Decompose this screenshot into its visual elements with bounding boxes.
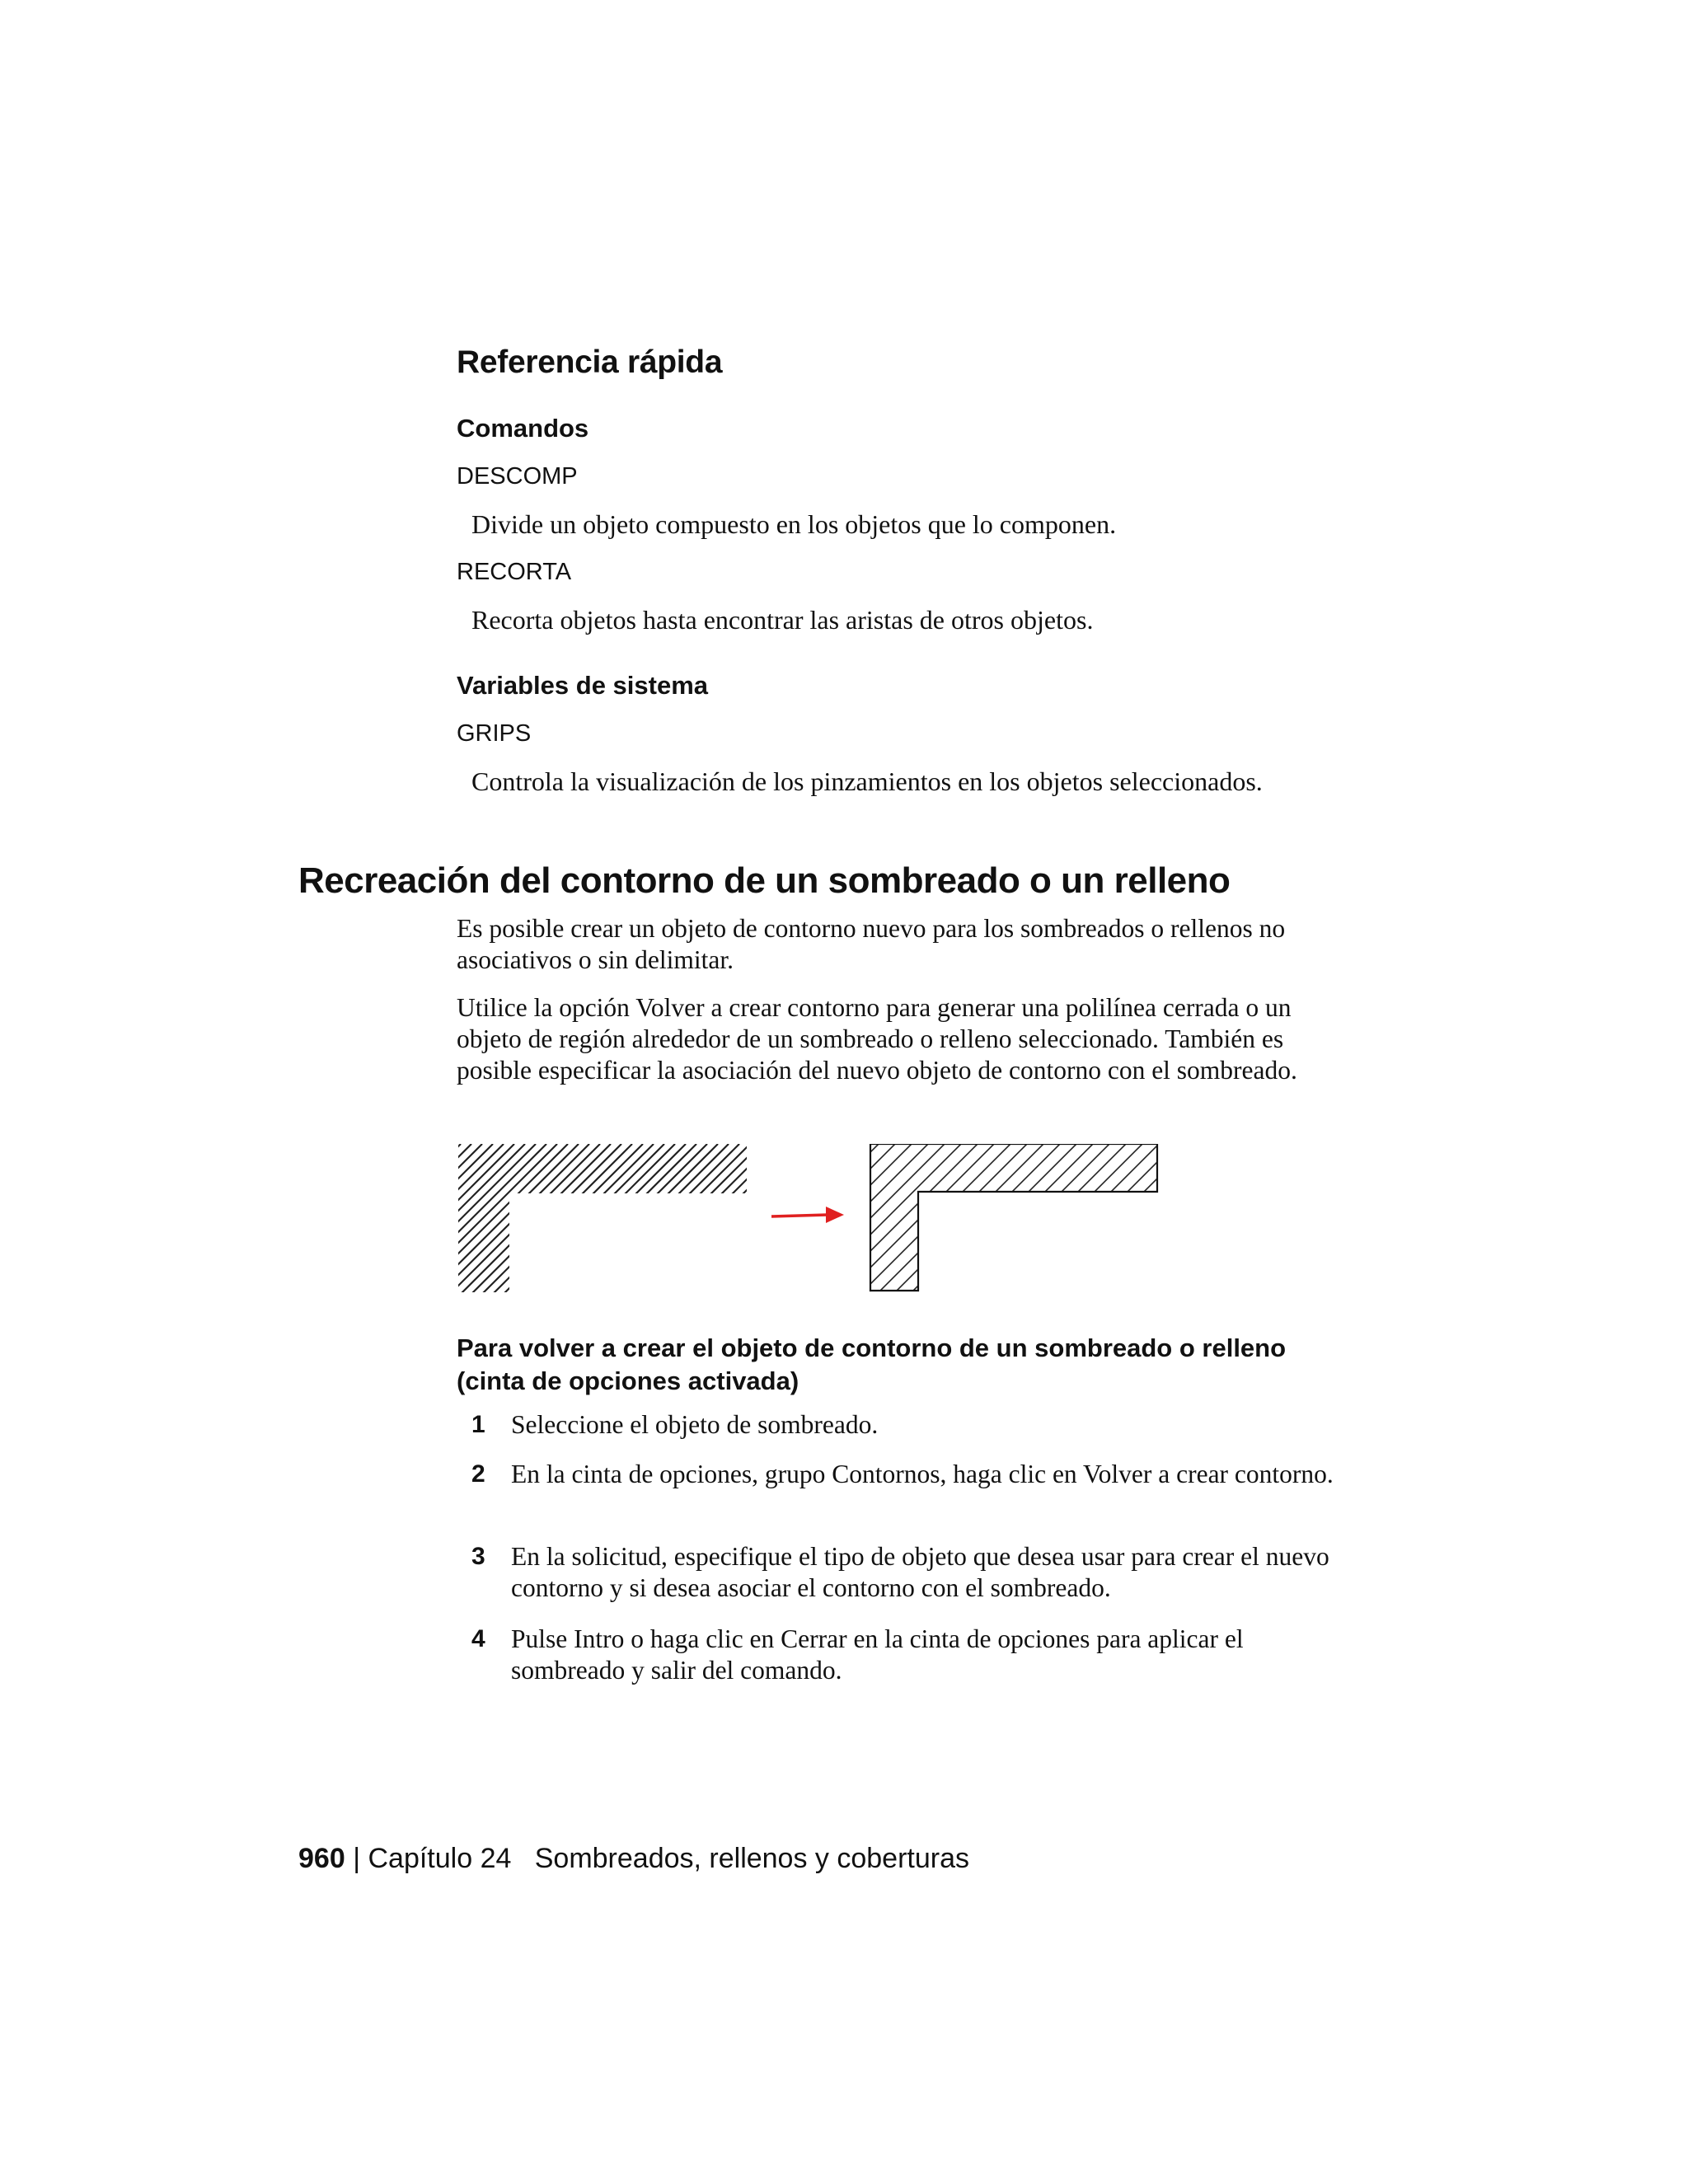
hatch-line xyxy=(458,1144,504,1301)
hatch-without-boundary xyxy=(458,1144,911,1301)
step-number: 1 xyxy=(471,1411,485,1438)
hatch-line xyxy=(780,1144,945,1301)
section-paragraph-2: Utilice la opción Volver a crear contorno para generar una polilínea cerrada o un objeto de región alrededor de un sombreado o relleno seleccionado. También es posible especificar la asociación del nuevo objeto de contorno con el sombreado. xyxy=(457,993,1297,1085)
hatch-line xyxy=(735,1144,900,1301)
boundary-recreation-figure xyxy=(458,1144,1167,1301)
hatch-line xyxy=(1010,1144,1167,1301)
hatch-line xyxy=(1043,1144,1167,1301)
hatch-arrow xyxy=(771,1207,844,1223)
hatch-line xyxy=(747,1144,912,1301)
hatch-line xyxy=(945,1144,1109,1301)
hatch-line xyxy=(1027,1144,1167,1301)
hatch-line xyxy=(879,1144,1043,1301)
chapter-label: Capítulo 24 xyxy=(368,1843,512,1874)
hatch-line xyxy=(1126,1144,1167,1301)
hatch-line xyxy=(724,1144,889,1301)
footer-separator: | xyxy=(353,1843,361,1874)
step-number: 3 xyxy=(471,1543,485,1570)
hatch-line xyxy=(458,1144,557,1301)
command-name-recorta: RECORTA xyxy=(457,559,572,585)
hatch-line xyxy=(978,1144,1142,1301)
section-title: Recreación del contorno de un sombreado o un relleno xyxy=(298,860,1231,901)
hatch-line xyxy=(458,1144,621,1301)
hatch-line xyxy=(994,1144,1159,1301)
sysvar-name-grips: GRIPS xyxy=(457,720,532,747)
quick-reference-title: Referencia rápida xyxy=(457,344,723,380)
section-paragraph-1: Es posible crear un objeto de contorno nuevo para los sombreados o rellenos no asociativos o sin delimitar. xyxy=(457,914,1286,974)
command-description-recorta: Recorta objetos hasta encontrar las aristas de otros objetos. xyxy=(471,605,1094,635)
hatch-line xyxy=(697,1144,862,1301)
hatch-line xyxy=(1093,1144,1167,1301)
page-footer xyxy=(298,1843,969,1875)
page-number: 960 xyxy=(298,1843,345,1874)
hatch-line xyxy=(928,1144,1093,1301)
commands-heading: Comandos xyxy=(457,414,589,443)
chapter-title: Sombreados, rellenos y coberturas xyxy=(534,1843,969,1874)
step-text: Pulse Intro o haga clic en Cerrar en la cinta de opciones para aplicar el sombreado y salir del comando. xyxy=(511,1624,1244,1685)
procedure-title: Para volver a crear el objeto de contorno de un sombreado o relleno (cinta de opciones activada) xyxy=(457,1333,1287,1395)
command-name-descomp: DESCOMP xyxy=(457,463,578,490)
hatch-line xyxy=(961,1144,1126,1301)
hatch-line xyxy=(862,1144,1027,1301)
hatch-with-boundary xyxy=(697,1144,1167,1301)
hatch-line xyxy=(1076,1144,1167,1301)
hatch-line xyxy=(746,1144,911,1301)
step-text: En la cinta de opciones, grupo Contornos, haga clic en Volver a crear contorno. xyxy=(511,1460,1334,1488)
command-description-descomp: Divide un objeto compuesto en los objetos que lo componen. xyxy=(471,509,1117,539)
sysvar-description-grips: Controla la visualización de los pinzamientos en los objetos seleccionados. xyxy=(471,766,1263,796)
hatch-line xyxy=(458,1144,579,1301)
hatch-line xyxy=(813,1144,978,1301)
hatch-line xyxy=(1142,1144,1167,1301)
sysvars-heading: Variables de sistema xyxy=(457,671,709,700)
step-number: 4 xyxy=(471,1625,485,1652)
step-text: Seleccione el objeto de sombreado. xyxy=(511,1410,879,1439)
hatch-line xyxy=(895,1144,1060,1301)
hatch-line xyxy=(763,1144,928,1301)
step-text: En la solicitud, especifique el tipo de objeto que desea usar para crear el nuevo contorno y si desea asociar el contorno con el sombreado. xyxy=(511,1542,1329,1602)
hatch-line xyxy=(1159,1144,1167,1301)
hatch-line xyxy=(912,1144,1076,1301)
hatch-line xyxy=(829,1144,994,1301)
hatch-line xyxy=(796,1144,961,1301)
step-number: 2 xyxy=(471,1460,485,1488)
